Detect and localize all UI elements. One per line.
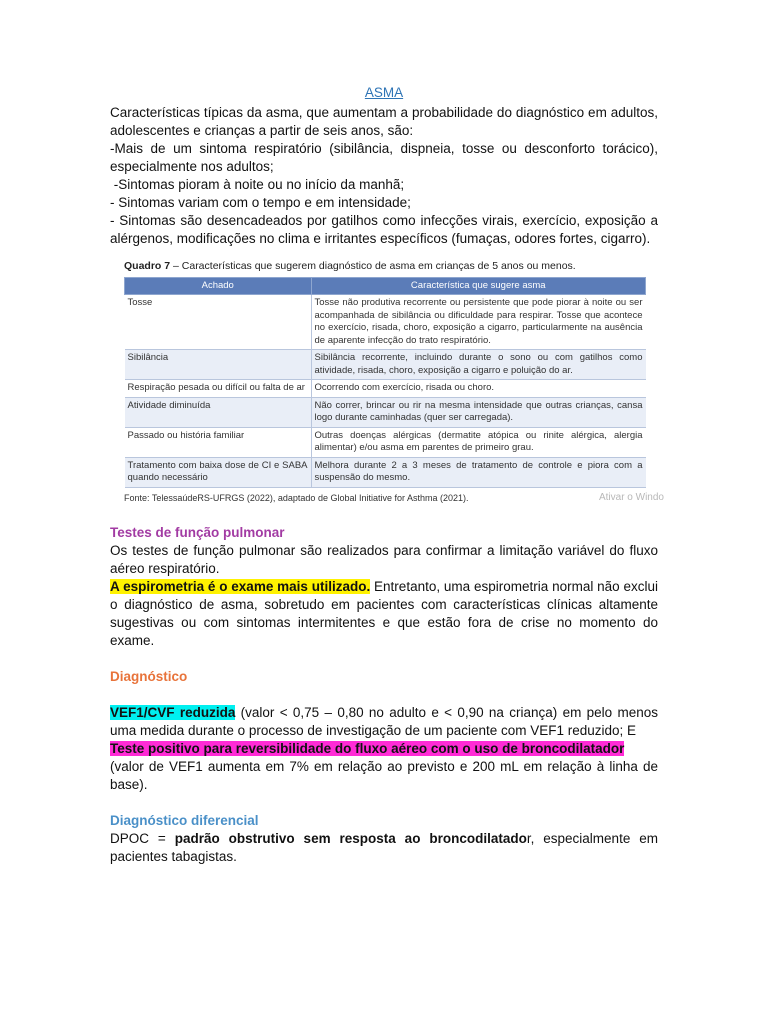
heading-diagnostico-diferencial: Diagnóstico diferencial [110, 813, 259, 828]
document-page [110, 84, 664, 866]
intro-item-4: - Sintomas são desencadeados por gatilhos como infecções virais, exercício, exposição a alérgenos, modificações no clima e irritantes específicos (fumaças, odores fortes, cigarro). [110, 213, 658, 246]
table-cell-caracteristica: Sibilância recorrente, incluindo durante o sono ou com gatilhos como atividade, risada, choro, exposição a cigarro e poluição do ar. [311, 350, 646, 380]
table-header-achado: Achado [125, 277, 312, 295]
quadro-7-figure [124, 260, 664, 504]
dpoc-bold: padrão obstrutivo sem resposta ao broncodilatado [174, 831, 527, 846]
intro-item-3: - Sintomas variam com o tempo e em intensidade; [110, 195, 411, 210]
espirometria-paragraph [110, 578, 658, 650]
figure-caption-label: Quadro 7 [124, 260, 171, 272]
figure-source-row [124, 491, 664, 505]
heading-testes-funcao-pulmonar: Testes de função pulmonar [110, 525, 285, 540]
reversibilidade-highlight: Teste positivo para reversibilidade do fluxo aéreo com o uso de broncodilatador [110, 741, 625, 756]
table-cell-achado: Respiração pesada ou difícil ou falta de ar [125, 380, 312, 398]
dpoc-label: DPOC = [110, 831, 175, 846]
dpoc-text: r, especialmente em pacientes tabagistas. [110, 831, 658, 864]
activation-watermark: Ativar o Windo [598, 491, 664, 503]
vef1-paragraph [110, 704, 658, 740]
table-row [125, 427, 646, 457]
dpoc-paragraph [110, 830, 658, 866]
heading-diagnostico: Diagnóstico [110, 669, 188, 684]
document-title: ASMA [364, 85, 404, 100]
table-cell-achado: Tosse [125, 295, 312, 350]
table-row [125, 350, 646, 380]
intro-paragraph: Características típicas da asma, que aumentam a probabilidade do diagnóstico em adultos, adolescentes e crianças a partir de seis anos, são: [110, 105, 658, 138]
vef1-highlight: VEF1/CVF reduzida [110, 705, 236, 720]
espirometria-text: Entretanto, uma espirometria normal não exclui o diagnóstico de asma, sobretudo em pacientes com características clínicas altamente sugestivas ou com sintomas intermitentes e que estão fora de crise no momento do exame. [110, 579, 659, 648]
figure-caption [124, 260, 646, 273]
table-cell-caracteristica: Tosse não produtiva recorrente ou persistente que pode piorar à noite ou ser acompanhada de sibilância ou dificuldade para respirar. Tosse que acontece no exercício, risada, choro, exposição a cigarro, particularmente na ausência de aparente infecção do trato respiratório. [311, 295, 646, 350]
figure-caption-text: – Características que sugerem diagnóstico de asma em crianças de 5 anos ou menos. [170, 260, 576, 272]
table-cell-caracteristica: Melhora durante 2 a 3 meses de tratamento de controle e piora com a suspensão do mesmo. [311, 457, 646, 487]
table-cell-caracteristica: Outras doenças alérgicas (dermatite atópica ou rinite alérgica, alergia alimentar) e/ou asma em parentes de primeiro grau. [311, 427, 646, 457]
table-cell-achado: Tratamento com baixa dose de CI e SABA quando necessário [125, 457, 312, 487]
table-cell-caracteristica: Ocorrendo com exercício, risada ou choro. [311, 380, 646, 398]
figure-source: Fonte: TelessaúdeRS-UFRGS (2022), adaptado de Global Initiative for Asthma (2021). [124, 492, 469, 503]
intro-item-1: -Mais de um sintoma respiratório (sibilância, dispneia, tosse ou desconforto torácico), especialmente nos adultos; [110, 141, 658, 174]
table-cell-achado: Passado ou história familiar [125, 427, 312, 457]
table-row [125, 295, 646, 350]
table-cell-achado: Sibilância [125, 350, 312, 380]
testes-paragraph: Os testes de função pulmonar são realizados para confirmar a limitação variável do fluxo aéreo respiratório. [110, 543, 658, 576]
table-header-caracteristica: Característica que sugere asma [311, 277, 646, 295]
vef1-text: (valor < 0,75 – 0,80 no adulto e < 0,90 na criança) em pelo menos uma medida durante o processo de investigação de um paciente com VEF1 reduzido; E [110, 705, 658, 738]
table-cell-caracteristica: Não correr, brincar ou rir na mesma intensidade que outras crianças, cansa logo durante caminhadas (quer ser carregada). [311, 397, 646, 427]
table-row [125, 397, 646, 427]
reversibilidade-highlight-line [110, 740, 658, 758]
reversibilidade-paragraph: (valor de VEF1 aumenta em 7% em relação ao previsto e 200 mL em relação à linha de base). [110, 759, 658, 792]
intro-item-2: -Sintomas pioram à noite ou no início da manhã; [110, 177, 405, 192]
table-cell-achado: Atividade diminuída [125, 397, 312, 427]
quadro-table [124, 277, 646, 488]
espirometria-highlight: A espirometria é o exame mais utilizado. [110, 579, 371, 594]
table-row [125, 457, 646, 487]
table-row [125, 380, 646, 398]
